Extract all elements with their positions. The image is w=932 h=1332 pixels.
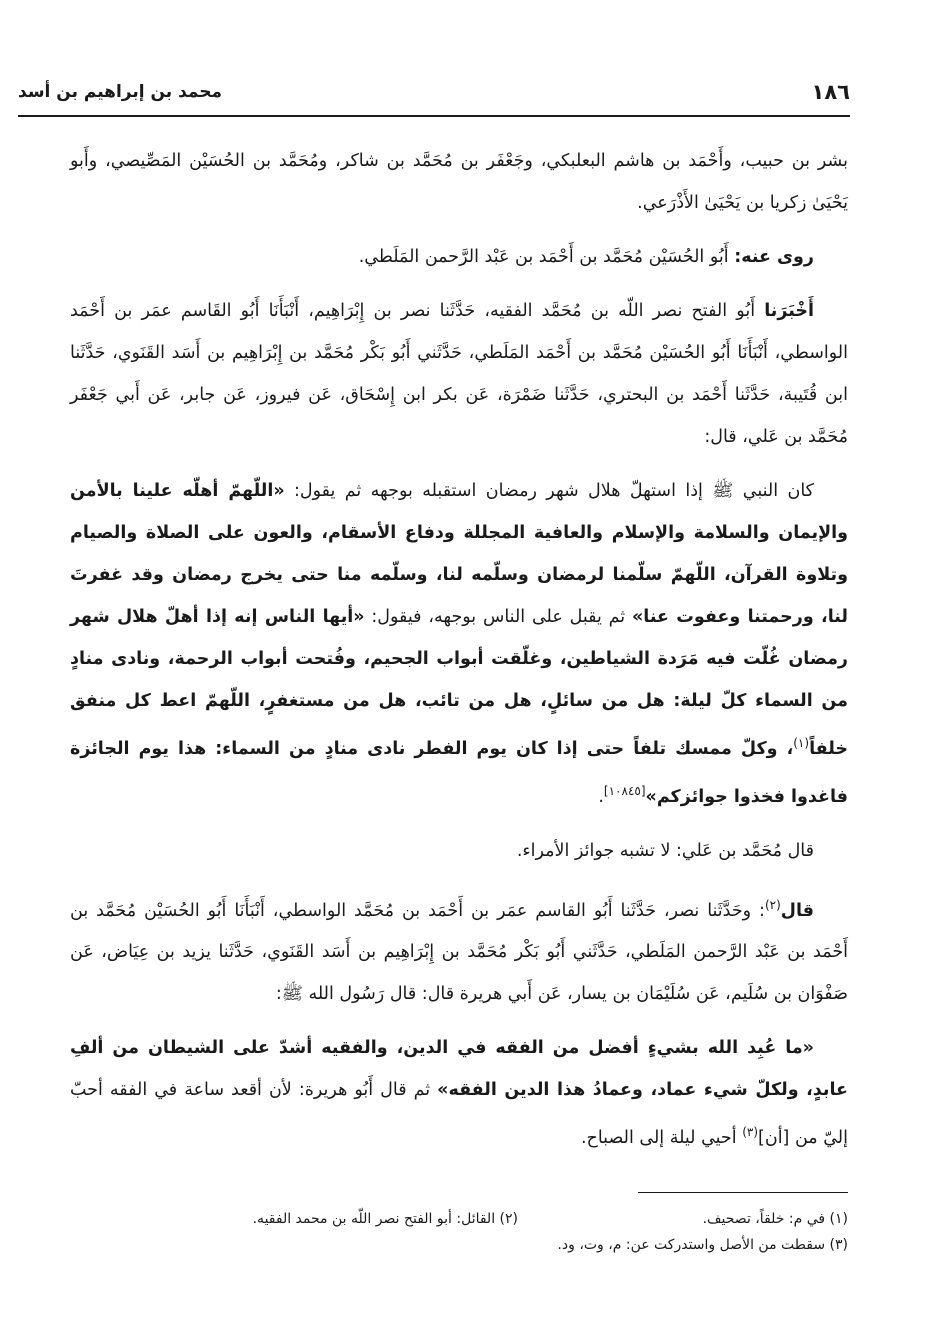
paragraph-hadith-1	[70, 470, 848, 818]
page-number: ١٨٦	[811, 80, 850, 104]
paragraph-text: أَبُو الحُسَيْن مُحَمَّد بن أَحْمَد بن عَبْد الرَّحمن المَلَطي.	[358, 247, 735, 267]
footnote-marker: (٣)	[742, 1125, 759, 1140]
footnote-2: (٢) القائل: أبو الفتح نصر اللّه بن محمد الفقيه.	[252, 1211, 518, 1227]
header-rule	[18, 115, 850, 117]
paragraph-end: .	[598, 786, 604, 807]
footnote-marker: (١)	[793, 736, 810, 750]
footnote-row	[150, 1232, 848, 1258]
paragraph-text: : وحَدَّثَنا نصر، حَدَّثَنا أَبُو القاسم عمَر بن أَحْمَد بن مُحَمَّد الواسطي، أَنْبَأَنَا أَبُو الحُسَيْن مُحَمَّد بن أَحْمَد بن عَبْد الرَّحمن المَلَطي، حَدَّثَني أَبُو بَكْر مُحَمَّد بن إِبْرَاهِيم بن أَسَد القَنَوي، حَدَّثَنا يزيد بن عِيَاض، عَن صَفْوَان بن سُلَيم، عَن سُلَيْمَان بن يسار، عَن أَبي هريرة قال: قال رَسُول الله ﷺ:	[70, 900, 848, 1005]
footnote-1: (١) في م: خلقاً، تصحيف.	[702, 1211, 848, 1227]
paragraph-text: قال مُحَمَّد بن عَلي: لا تشبه جوائز الأمراء.	[516, 840, 814, 861]
paragraph-lead: روى عنه:	[734, 247, 814, 267]
page-header	[18, 70, 850, 114]
hadith-quote: «ما عُبِد الله بشيءٍ أفضل من الفقه في الدين، والفقيه أشدّ على الشيطان من ألفِ عابدٍ، ولكلّ شيء عماد، وعمادُ هذا الدين الفقه»	[70, 1038, 848, 1101]
footnote-row	[150, 1206, 848, 1232]
paragraph-end: أحيي ليلة إلى الصباح.	[580, 1128, 743, 1149]
footnote-rule	[638, 1192, 848, 1193]
paragraph-isnad-1	[70, 290, 848, 458]
hadith-quote: «أيها الناس إنه إذا أهلّ هلال شهر رمضان غُلّت فيه مَرَدة الشياطين، وغلّقت أبواب الجحيم، وفُتحت أبواب الرحمة، ونادى منادٍ من السماء كلّ ليلة: هل من سائلٍ، هل من تائب، هل من مستغفرٍ، اللّهمّ اعط كل منفق خلفاً	[70, 607, 848, 759]
footnote-3: (٣) سقطت من الأصل واستدركت عن: م، وت، ود.	[557, 1237, 848, 1253]
main-text	[70, 140, 848, 1159]
hadith-intro: كان النبي ﷺ إذا استهلّ هلال شهر رمضان استقبله بوجهه ثم يقول:	[284, 481, 814, 501]
paragraph-text: ثم قال أَبُو هريرة: لأن أقعد ساعة في الفقه أحبّ إليّ من [أن]	[70, 1080, 848, 1149]
footnotes	[150, 1206, 848, 1258]
paragraph-lead: قال	[780, 900, 814, 921]
paragraph-transmitted-by	[70, 236, 848, 278]
paragraph-lead: أَخْبَرَنا	[764, 301, 814, 321]
hadith-quote: ، وكلّ ممسك تلفاً حتى إذا كان يوم الفطر نادى منادٍ من السماء: هذا يوم الجائزة فاغدوا فخذوا جوائزكم»	[70, 738, 848, 807]
footnote-marker: (٢)	[764, 897, 781, 912]
paragraph-comment	[70, 830, 848, 872]
paragraph-text: بشر بن حبيب، وأَحْمَد بن هاشم البعلبكي، وجَعْفَر بن مُحَمَّد بن شاكر، ومُحَمَّد بن الحُسَيْن المَصِّيصي، وأَبو يَحْيَىٰ زكريا بن يَحْيَىٰ الأَذْرَعي.	[70, 151, 848, 213]
running-title: محمد بن إبراهيم بن أسد	[18, 82, 223, 102]
hadith-connector: ثم يقبل على الناس بوجهه، فيقول:	[364, 607, 632, 627]
paragraph-narrators	[70, 140, 848, 224]
paragraph-isnad-2	[70, 884, 848, 1016]
hadith-quote: «اللّهمّ أهلّه علينا بالأمن والإيمان والسلامة والإسلام والعافية المجللة ودفاع الأسقام، والعون على الصلاة والصيام وتلاوة القرآن، اللّهمّ سلّمنا لرمضان وسلّمه لنا، وسلّمه منا حتى يخرج رمضان وقد غفرتَ لنا، ورحمتنا وعفوت عنا»	[70, 481, 848, 627]
paragraph-text: أَبُو الفتح نصر اللّه بن مُحَمَّد الفقيه، حَدَّثَنا نصر بن إِبْرَاهِيم، أَنْبَأَنَا أَبُو القَاسم عمَر بن أَحْمَد الواسطي، أَنْبَأَنَا أَبُو الحُسَيْن مُحَمَّد بن أَحْمَد المَلَطي، حَدَّثَني أَبُو بَكْر مُحَمَّد بن إِبْرَاهِيم بن أَسَد القَنَوي، حَدَّثَنا ابن قُتَيبة، حَدَّثَنا أَحْمَد بن البحتري، حَدَّثَنا ضَمْرَة، عَن بكر ابن إِسْحَاق، عَن فيروز، عَن جابر، عَن أَبي جَعْفَر مُحَمَّد بن عَلي، قال:	[70, 301, 848, 447]
paragraph-hadith-2	[70, 1027, 848, 1159]
hadith-reference-number: [١٠٨٤٥]	[603, 783, 646, 798]
